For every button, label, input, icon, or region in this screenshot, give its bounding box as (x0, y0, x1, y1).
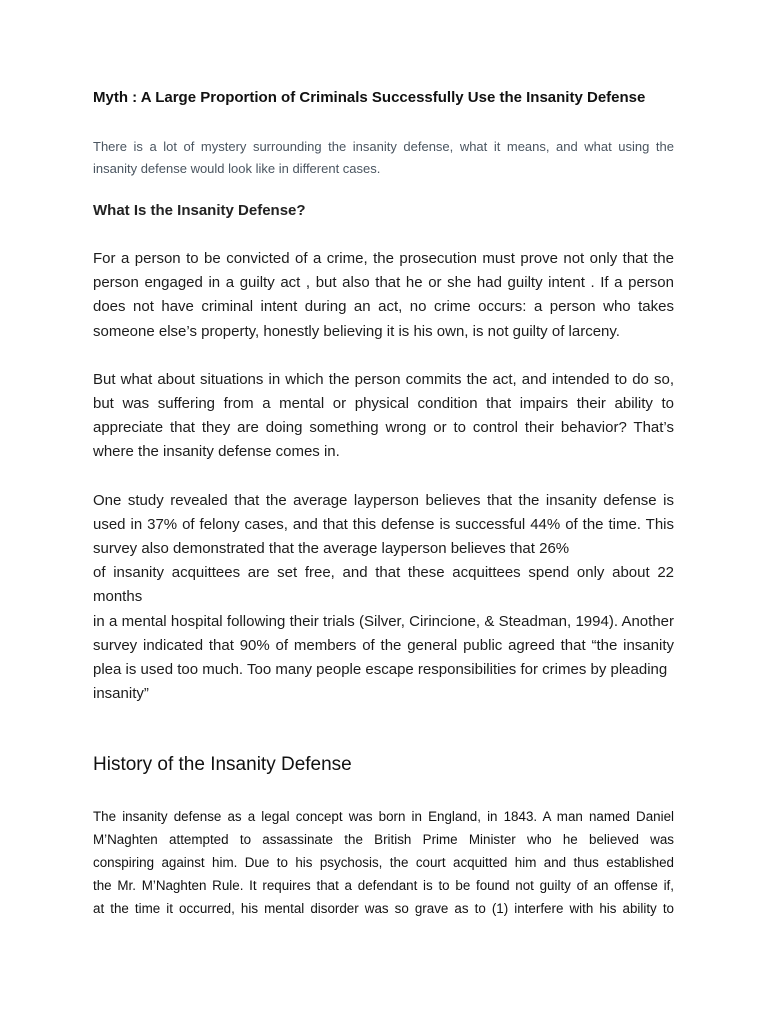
paragraph-line: plea is used too much. Too many people escape responsibilities for crimes by pleading (93, 661, 668, 679)
paragraph-line: M’Naghten attempted to assassinate the British Prime Minister who he believed was (93, 832, 674, 848)
paragraph-line: in a mental hospital following their trials (Silver, Cirincione, & Steadman, 1994). Another (93, 612, 674, 630)
paragraph-1 (93, 247, 674, 344)
paragraph-line: of insanity acquittees are set free, and that these acquittees spend only about 22 months (93, 564, 674, 606)
history-paragraph (93, 805, 674, 920)
paragraph-line: but was suffering from a mental or physical condition that impairs their ability to (93, 395, 674, 413)
subheading: What Is the Insanity Defense? (93, 202, 306, 219)
paragraph-line: the Mr. M’Naghten Rule. It requires that a defendant is to be found not guilty of an offense if, (93, 878, 674, 894)
paragraph-line: at the time it occurred, his mental disorder was so grave as to (1) interfere with his ability to (93, 901, 674, 917)
paragraph-line: person engaged in a guilty act , but also that he or she had guilty intent . If a person (93, 274, 674, 292)
paragraph-line: someone else’s property, honestly believing it is his own, is not guilty of larceny. (93, 322, 620, 340)
paragraph-line: For a person to be convicted of a crime, the prosecution must prove not only that the (93, 250, 674, 267)
paragraph-2 (93, 368, 674, 465)
document-page (93, 84, 674, 920)
paragraph-3 (93, 489, 674, 707)
paragraph-line: But what about situations in which the person commits the act, and intended to do so, (93, 370, 674, 388)
paragraph-line: where the insanity defense comes in. (93, 443, 340, 461)
paragraph-line: survey indicated that 90% of members of the general public agreed that “the insanity (93, 636, 674, 654)
paragraph-line: The insanity defense as a legal concept was born in England, in 1843. A man named Daniel (93, 809, 674, 825)
paragraph-line: survey also demonstrated that the average layperson believes that 26% (93, 540, 570, 558)
paragraph-line: One study revealed that the average layperson believes that the insanity defense is (93, 491, 674, 509)
paragraph-line: used in 37% of felony cases, and that this defense is successful 44% of the time. This (93, 515, 674, 533)
paragraph-line: conspiring against him. Due to his psychosis, the court acquitted him and thus established (93, 855, 674, 871)
document-title: Myth : A Large Proportion of Criminals Successfully Use the Insanity Defense (93, 89, 646, 106)
paragraph-line: insanity” (93, 685, 149, 703)
section-heading: History of the Insanity Defense (93, 754, 352, 776)
paragraph-line: does not have criminal intent during an act, no crime occurs: a person who takes (93, 298, 674, 316)
paragraph-line: appreciate that they are doing something wrong or to control their behavior? That’s (93, 419, 674, 437)
intro-text: There is a lot of mystery surrounding the insanity defense, what it means, and what using the insanity defense would look like in different cases. (93, 139, 674, 176)
